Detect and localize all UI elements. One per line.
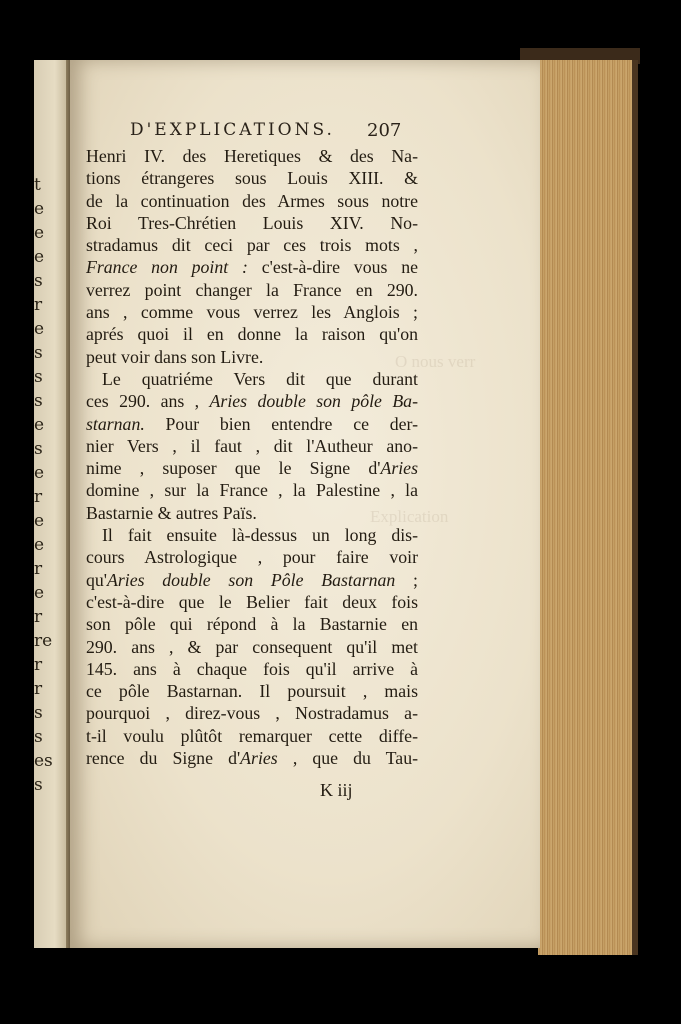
text-line	[86, 479, 418, 501]
facing-page-fragment: r	[34, 559, 43, 579]
text-run: t-il voulu plûtôt remarquer cette diffe-	[86, 725, 418, 746]
text-run: tions étrangeres sous Louis XIII. &	[86, 168, 418, 189]
text-run: ces 290. ans ,	[86, 391, 210, 412]
facing-page-fragment: e	[34, 199, 45, 219]
text-run: Pour bien entendre ce der-	[144, 413, 418, 434]
facing-page-fragment: e	[34, 415, 45, 435]
text-line	[86, 502, 418, 524]
facing-page-fragment: r	[34, 607, 43, 627]
facing-page-fragment: s	[34, 727, 43, 747]
text-run: Bastarnie & autres Païs.	[86, 502, 257, 523]
text-run: nier Vers , il faut , dit l'Autheur ano-	[86, 435, 418, 456]
text-run: peut voir dans son Livre.	[86, 346, 264, 367]
text-line	[86, 546, 418, 568]
text-run: Il fait ensuite là-dessus un long dis-	[102, 525, 418, 546]
page-number: 207	[367, 120, 402, 141]
facing-page-fragment: e	[34, 463, 45, 483]
body-text	[86, 145, 418, 769]
italic-run: Aries	[240, 748, 278, 769]
text-run: Roi Tres-Chrétien Louis XIV. No-	[86, 212, 418, 233]
text-line	[86, 256, 418, 278]
text-run: 290. ans , & par consequent qu'il met	[86, 636, 418, 657]
facing-page-fragment: e	[34, 511, 45, 531]
bleed-through-text: O nous verr	[395, 352, 476, 371]
text-line	[86, 212, 418, 234]
facing-page-fragment: e	[34, 247, 45, 267]
text-line	[86, 301, 418, 323]
text-run: qu'	[86, 569, 107, 590]
facing-page-fragment: s	[34, 271, 43, 291]
italic-run: starnan.	[86, 413, 145, 434]
text-line	[86, 636, 418, 658]
text-run: son pôle qui répond à la Bastarnie en	[86, 614, 418, 635]
text-run: nime , suposer que le Signe d'	[86, 458, 381, 479]
facing-page-fragment: s	[34, 775, 43, 795]
text-line	[86, 279, 418, 301]
facing-page-fragment: t	[34, 175, 41, 195]
facing-page-fragment: re	[34, 631, 53, 651]
facing-page-fragment: s	[34, 439, 43, 459]
text-run: , que du Tau-	[277, 748, 419, 769]
text-line	[86, 747, 418, 769]
text-run: c'est-à-dire que le Belier fait deux fois	[86, 591, 418, 612]
signature-mark: K iij	[320, 780, 353, 800]
text-run: rence du Signe d'	[86, 748, 241, 769]
text-line	[86, 591, 418, 613]
text-line	[86, 702, 418, 724]
text-run: Henri IV. des Heretiques & des Na-	[86, 146, 418, 166]
facing-page-fragment: e	[34, 535, 45, 555]
facing-page-fragment: s	[34, 703, 43, 723]
text-line	[86, 457, 418, 479]
text-run: ;	[395, 569, 419, 590]
text-run: aprés quoi il en donne la raison qu'on	[86, 324, 418, 345]
italic-run: Aries double son pôle Ba-	[209, 391, 418, 412]
facing-page-fragment: r	[34, 487, 43, 507]
text-line	[86, 413, 418, 435]
text-run: de la continuation des Armes sous notre	[86, 190, 418, 211]
facing-page-fragment: r	[34, 295, 43, 315]
text-line	[86, 346, 418, 368]
text-run: cours Astrologique , pour faire voir	[86, 547, 418, 568]
text-line	[86, 190, 418, 212]
facing-page-fragment: e	[34, 223, 45, 243]
text-line	[86, 524, 418, 546]
text-run: verrez point changer la France en 290.	[86, 279, 418, 300]
italic-run: Aries	[380, 458, 418, 479]
text-line	[86, 680, 418, 702]
running-header	[130, 120, 430, 144]
text-run: domine , sur la France , la Palestine , la	[86, 480, 418, 501]
facing-page-fragment: es	[34, 751, 53, 771]
facing-page-fragment: e	[34, 583, 45, 603]
text-run: 145. ans à chaque fois qu'il arrive à	[86, 658, 418, 679]
text-run: Le quatriéme Vers dit que durant	[102, 368, 418, 389]
facing-page-fragment: s	[34, 391, 43, 411]
text-line	[86, 569, 418, 591]
running-title: D'EXPLICATIONS.	[130, 120, 335, 140]
text-run: ans , comme vous verrez les Anglois ;	[86, 302, 418, 323]
italic-run: Aries double son Pôle Bastarnan	[107, 569, 396, 590]
text-line	[86, 613, 418, 635]
facing-page-fragment: r	[34, 655, 43, 675]
text-line	[86, 368, 418, 390]
facing-page-fragment: s	[34, 343, 43, 363]
facing-page-edge	[34, 60, 72, 948]
text-run: stradamus dit ceci par ces trois mots ,	[86, 235, 418, 256]
text-line	[86, 145, 418, 167]
text-run: c'est-à-dire vous ne	[247, 257, 418, 278]
text-line	[86, 390, 418, 412]
page-edges	[538, 60, 638, 955]
text-run: pourquoi , direz-vous , Nostradamus a-	[86, 703, 418, 724]
bleed-through-text: Explication	[370, 507, 449, 526]
text-line	[86, 167, 418, 189]
text-line	[86, 658, 418, 680]
text-line	[86, 725, 418, 747]
facing-page-fragment: r	[34, 679, 43, 699]
italic-run: France non point :	[86, 257, 248, 278]
text-line	[86, 323, 418, 345]
facing-page-fragment: e	[34, 319, 45, 339]
facing-page-fragment: s	[34, 367, 43, 387]
text-run: ce pôle Bastarnan. Il poursuit , mais	[86, 681, 418, 702]
text-line	[86, 234, 418, 256]
text-line	[86, 435, 418, 457]
